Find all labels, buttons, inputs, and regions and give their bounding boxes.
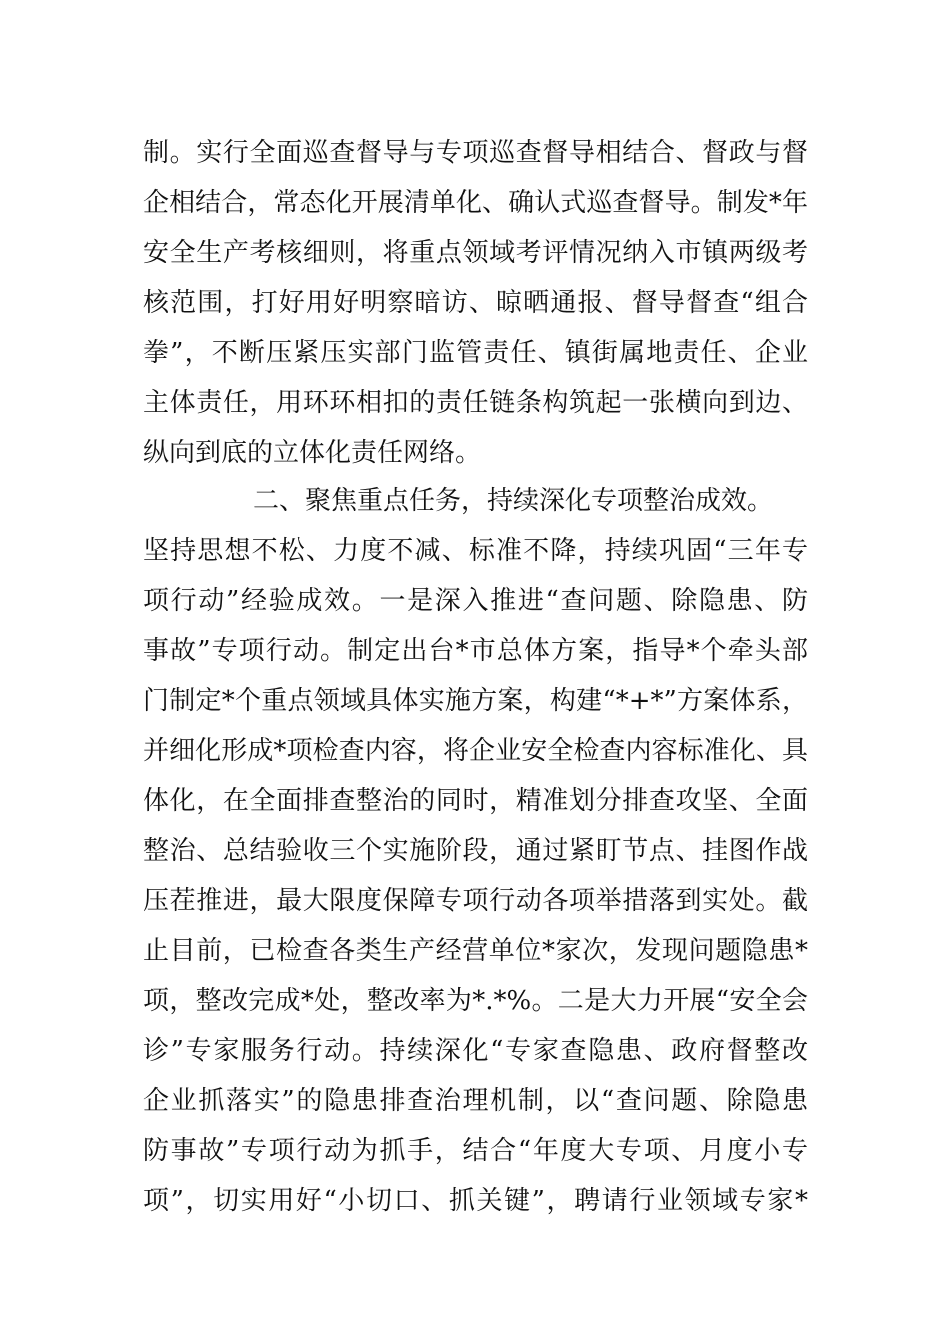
text-line-4: 核范围，打好用好明察暗访、晾晒通报、督导督查“组合 bbox=[143, 288, 808, 318]
text-line-20: 企业抓落实”的隐患排查治理机制，以“查问题、除隐患 bbox=[143, 1086, 808, 1116]
text-line-6: 主体责任，用环环相扣的责任链条构筑起一张横向到边、 bbox=[143, 388, 808, 418]
text-line-1: 制。实行全面巡查督导与专项巡查督导相结合、督政与督 bbox=[143, 138, 808, 168]
text-line-21: 防事故”专项行动为抓手，结合“年度大专项、月度小专 bbox=[143, 1136, 808, 1166]
text-line-17: 止目前，已检查各类生产经营单位*家次，发现问题隐患* bbox=[143, 936, 808, 966]
text-line-15: 整治、总结验收三个实施阶段，通过紧盯节点、挂图作战 bbox=[143, 836, 808, 866]
text-line-11: 事故”专项行动。制定出台*市总体方案，指导*个牵头部 bbox=[143, 636, 808, 666]
text-line-3: 安全生产考核细则，将重点领域考评情况纳入市镇两级考 bbox=[143, 238, 808, 268]
text-line-12: 门制定*个重点领域具体实施方案，构建“*+*”方案体系， bbox=[143, 686, 808, 716]
section-heading: 二、聚焦重点任务，持续深化专项整治成效。 bbox=[253, 486, 774, 516]
text-line-2: 企相结合，常态化开展清单化、确认式巡查督导。制发*年 bbox=[143, 188, 808, 218]
text-line-16: 压茬推进，最大限度保障专项行动各项举措落到实处。截 bbox=[143, 886, 808, 916]
text-line-5: 拳”，不断压紧压实部门监管责任、镇街属地责任、企业 bbox=[143, 338, 808, 368]
text-line-10: 项行动”经验成效。一是深入推进“查问题、除隐患、防 bbox=[143, 586, 808, 616]
text-line-9: 坚持思想不松、力度不减、标准不降，持续巩固“三年专 bbox=[143, 536, 808, 566]
text-line-22: 项”，切实用好“小切口、抓关键”，聘请行业领域专家* bbox=[143, 1186, 808, 1216]
text-line-7: 纵向到底的立体化责任网络。 bbox=[143, 438, 482, 468]
text-line-13: 并细化形成*项检查内容，将企业安全检查内容标准化、具 bbox=[143, 736, 808, 766]
text-line-19: 诊”专家服务行动。持续深化“专家查隐患、政府督整改 bbox=[143, 1036, 808, 1066]
text-line-18: 项，整改完成*处，整改率为*.*%。二是大力开展“安全会 bbox=[143, 986, 808, 1016]
text-line-14: 体化，在全面排查整治的同时，精准划分排查攻坚、全面 bbox=[143, 786, 808, 816]
